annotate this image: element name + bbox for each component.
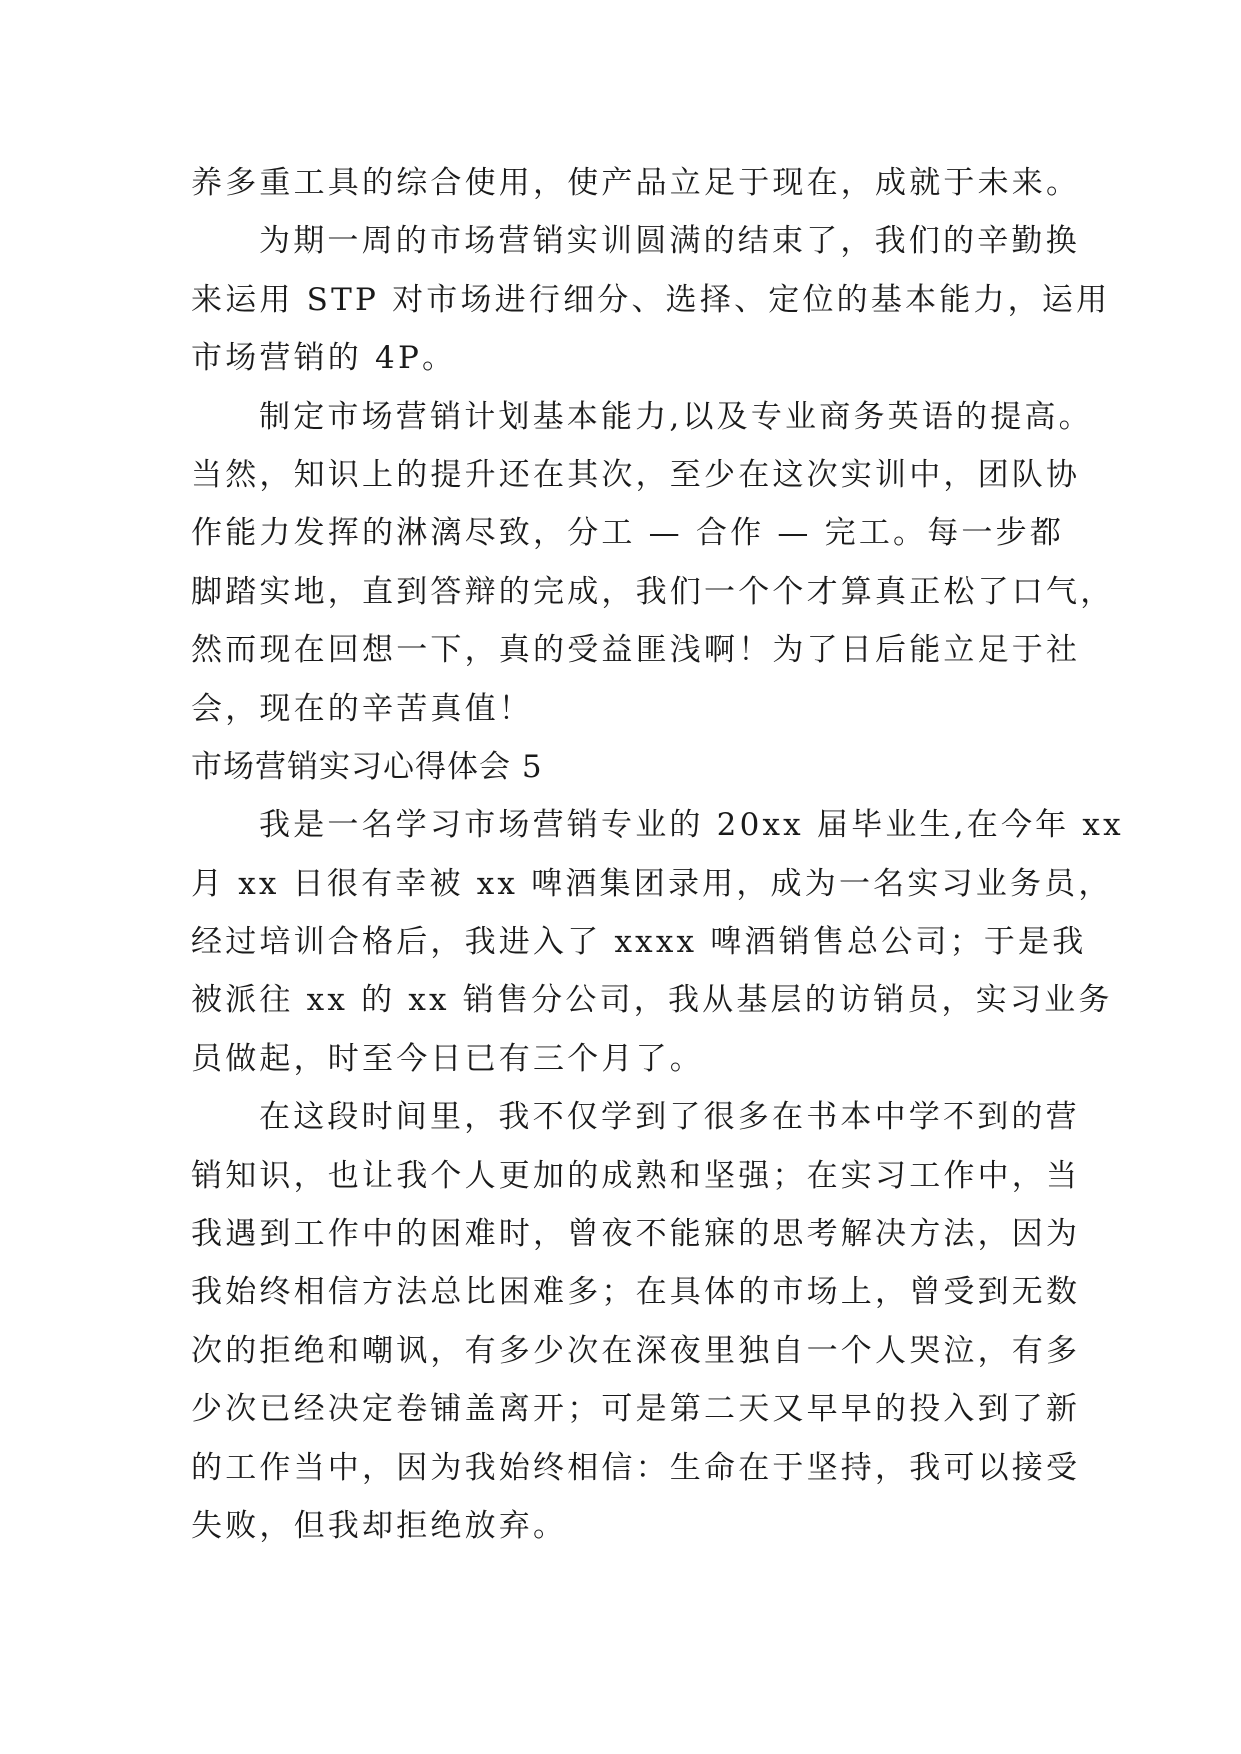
text-line: 员做起，时至今日已有三个月了。 [191,1040,704,1077]
section-heading: 市场营销实习心得体会 5 [191,748,543,785]
text-line: 被派往 xx 的 xx 销售分公司，我从基层的访销员，实习业务 [191,982,1113,1019]
text-line: 销知识，也让我个人更加的成熟和坚强；在实习工作中，当 [191,1157,1081,1194]
text-line: 经过培训合格后，我进入了 xxxx 啤酒销售总公司；于是我 [191,924,1087,961]
text-line: 我遇到工作中的困难时，曾夜不能寐的思考解决方法，因为 [191,1216,1081,1253]
text-line: 我始终相信方法总比困难多；在具体的市场上，曾受到无数 [191,1274,1081,1311]
text-line: 失败，但我却拒绝放弃。 [191,1507,568,1544]
text-line: 月 xx 日很有幸被 xx 啤酒集团录用，成为一名实习业务员， [191,865,1113,902]
text-line: 作能力发挥的淋漓尽致，分工 — 合作 — 完工。每一步都 [191,515,1065,552]
text-line: 会，现在的辛苦真值！ [191,690,533,727]
text-line: 脚踏实地，直到答辩的完成，我们一个个才算真正松了口气， [191,573,1115,610]
text-line: 养多重工具的综合使用，使产品立足于现在，成就于未来。 [191,165,1081,201]
text-line: 来运用 STP 对市场进行细分、选择、定位的基本能力，运用 [191,281,1111,318]
text-line: 市场营销的 4P。 [191,340,457,377]
document-body [191,154,1124,1555]
paragraph-start-line: 在这段时间里，我不仅学到了很多在书本中学不到的营 [259,1099,1080,1136]
text-line: 当然，知识上的提升还在其次，至少在这次实训中，团队协 [191,456,1081,493]
text-line: 然而现在回想一下，真的受益匪浅啊！为了日后能立足于社 [191,632,1081,669]
paragraph-start-line: 我是一名学习市场营销专业的 20xx 届毕业生,在今年 xx [259,807,1124,844]
paragraph-start-line: 制定市场营销计划基本能力,以及专业商务英语的提高。 [259,398,1093,435]
paragraph-start-line: 为期一周的市场营销实训圆满的结束了，我们的辛勤换 [259,223,1080,260]
text-line: 的工作当中，因为我始终相信：生命在于坚持，我可以接受 [191,1449,1081,1486]
text-line: 少次已经决定卷铺盖离开；可是第二天又早早的投入到了新 [191,1391,1081,1428]
text-line: 次的拒绝和嘲讽，有多少次在深夜里独自一个人哭泣，有多 [191,1332,1081,1369]
